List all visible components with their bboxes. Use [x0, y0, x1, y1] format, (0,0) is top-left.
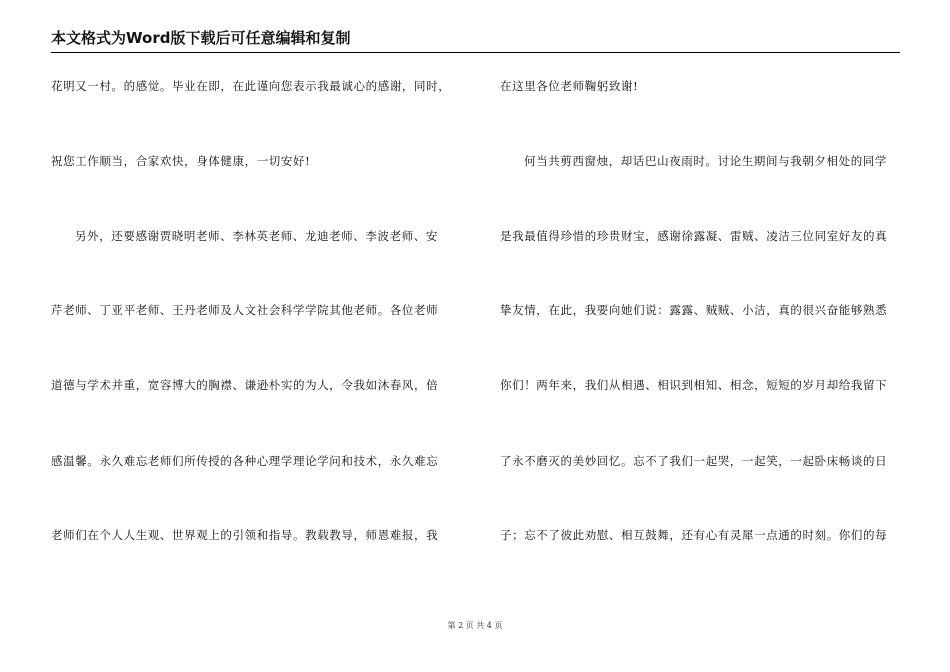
left-line-5: 道德与学术并重，宽容博大的胸襟、谦逊朴实的为人，令我如沐春风，倍: [51, 378, 439, 392]
document-header-title: 本文格式为Word版下载后可任意编辑和复制: [51, 29, 351, 47]
right-line-7: 子；忘不了彼此劝慰、相互鼓舞，还有心有灵犀一点通的时刻。你们的每: [500, 528, 888, 542]
right-line-5: 你们！两年来，我们从相遇、相识到相知、相念，短短的岁月却给我留下: [500, 378, 888, 392]
left-line-1: 花明又一村。的感觉。毕业在即，在此谨向您表示我最诚心的感谢，同时，: [51, 79, 451, 93]
right-line-2: 何当共剪西窗烛，却话巴山夜雨时。讨论生期间与我朝夕相处的同学: [524, 154, 887, 168]
left-line-3: 另外，还要感谢贾晓明老师、李林英老师、龙迪老师、李波老师、安: [75, 229, 438, 243]
right-line-1: 在这里各位老师鞠躬致谢!: [500, 79, 639, 93]
right-line-4: 挚友情，在此，我要向她们说：露露、贼贼、小洁，真的很兴奋能够熟悉: [500, 303, 888, 317]
left-line-7: 老师们在个人人生观、世界观上的引领和指导。教载教导，师恩难报，我: [51, 528, 439, 542]
page-number-footer: 第 2 页 共 4 页: [447, 621, 503, 630]
left-line-4: 芹老师、丁亚平老师、王丹老师及人文社会科学学院其他老师。各位老师: [51, 303, 439, 317]
left-line-6: 感温馨。永久难忘老师们所传授的各种心理学理论学问和技术，永久难忘: [51, 454, 439, 468]
right-line-6: 了永不磨灭的美妙回忆。忘不了我们一起哭，一起笑，一起卧床畅谈的日: [500, 454, 888, 468]
right-line-3: 是我最值得珍惜的珍贵财宝，感谢徐露凝、雷贼、凌洁三位同室好友的真: [500, 229, 888, 243]
left-line-2: 祝您工作顺当，合家欢快，身体健康，一切安好!: [51, 154, 311, 168]
header-divider: [51, 52, 900, 53]
